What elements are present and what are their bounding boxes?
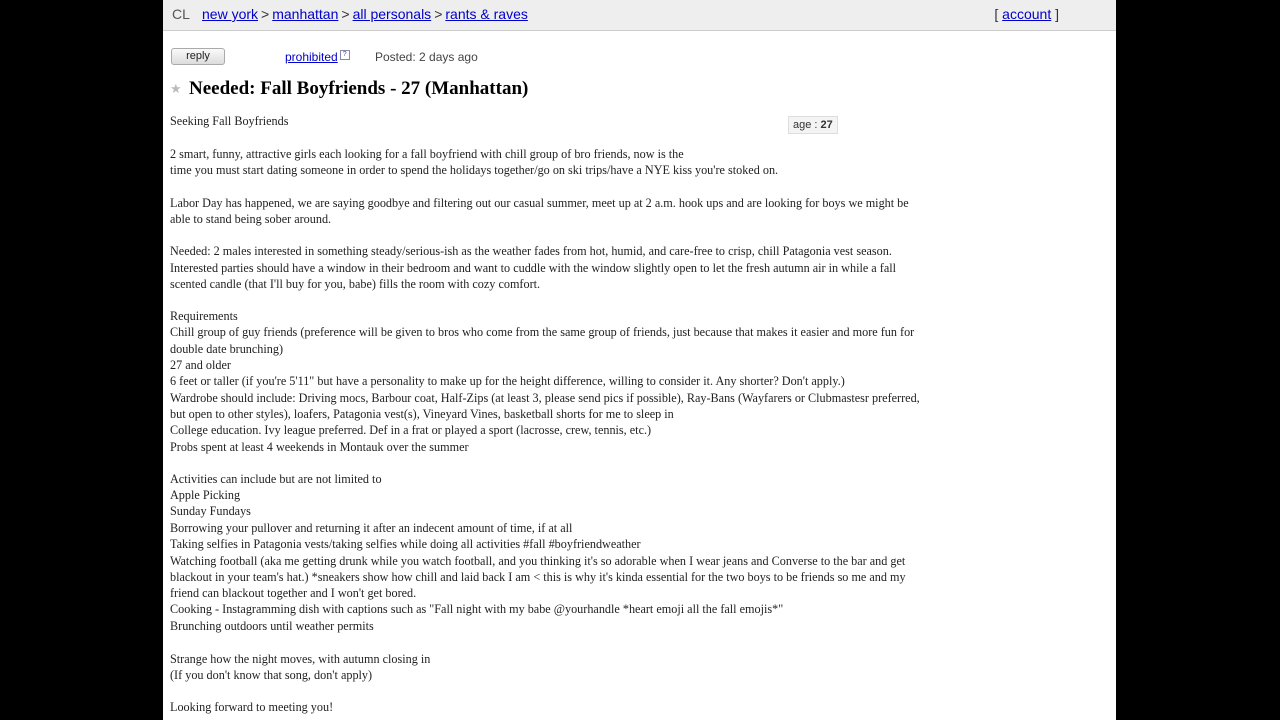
body-line: Labor Day has happened, we are saying goodbye and filtering out our casual summer, meet up at 2 a.m. hook ups and are looking for boys we might be <box>170 196 909 210</box>
body-line: College education. Ivy league preferred. Def in a frat or played a sport (lacrosse, crew, tennis, etc.) <box>170 423 652 437</box>
body-line: Seeking Fall Boyfriends <box>170 114 289 128</box>
body-line: Probs spent at least 4 weekends in Montauk over the summer <box>170 440 469 454</box>
body-line: blackout in your team's hat.) *sneakers show how chill and laid back I am < this is why it's kinda essential for the two boys to be friends so me and my <box>170 570 906 584</box>
prohibited-label: prohibited <box>285 50 338 64</box>
age-separator: : <box>814 119 818 131</box>
body-line: Watching football (aka me getting drunk while you watch football, and you thinking it's so adorable when I wear jeans and Converse to the bar and get <box>170 554 906 568</box>
breadcrumb-separator: > <box>261 6 270 22</box>
body-line: time you must start dating someone in order to spend the holidays together/go on ski trips/have a NYE kiss you're stoked on. <box>170 163 779 177</box>
body-line: Cooking - Instagramming dish with captions such as "Fall night with my babe @yourhandle *heart emoji all the fall emojis*" <box>170 602 784 616</box>
account-bracket-close: ] <box>1055 6 1059 22</box>
breadcrumb-manhattan[interactable]: manhattan <box>272 6 339 22</box>
body-line: Strange how the night moves, with autumn closing in <box>170 652 431 666</box>
body-line: Needed: 2 males interested in something steady/serious-ish as the weather fades from hot, humid, and care-free to crisp, chill Patagonia vest season. <box>170 244 892 258</box>
breadcrumb-separator: > <box>434 6 443 22</box>
breadcrumb-all-personals[interactable]: all personals <box>352 6 432 22</box>
help-icon[interactable]: ? <box>340 50 350 60</box>
breadcrumb <box>202 6 528 22</box>
body-line: 6 feet or taller (if you're 5'11" but have a personality to make up for the height difference, willing to consider it. Any shorter? Don't apply.) <box>170 374 845 388</box>
post-action-bar <box>163 46 1116 68</box>
body-line: but open to other styles), loafers, Patagonia vest(s), Vineyard Vines, basketball shorts for me to sleep in <box>170 407 674 421</box>
body-line: Activities can include but are not limited to <box>170 472 382 486</box>
body-line: Wardrobe should include: Driving mocs, Barbour coat, Half-Zips (at least 3, please send pics if possible), Ray-Bans (Wayfarers or Clubmastesr preferred, <box>170 391 920 405</box>
body-line: Looking forward to meeting you! <box>170 700 334 714</box>
breadcrumb-new-york[interactable]: new york <box>202 6 259 22</box>
body-line: Taking selfies in Patagonia vests/taking selfies while doing all activities #fall #boyfriendweather <box>170 537 641 551</box>
body-line: 2 smart, funny, attractive girls each looking for a fall boyfriend with chill group of bro friends, now is the <box>170 147 684 161</box>
body-line: Chill group of guy friends (preference will be given to bros who come from the same group of friends, just because that makes it easier and more fun for <box>170 325 915 339</box>
top-nav-bar <box>163 0 1116 31</box>
breadcrumb-rants-raves[interactable]: rants & raves <box>445 6 528 22</box>
post-title: Needed: Fall Boyfriends - 27 (Manhattan) <box>189 78 529 99</box>
age-attribute-box <box>788 116 838 134</box>
body-line: double date brunching) <box>170 342 284 356</box>
posted-date: Posted: 2 days ago <box>375 50 478 64</box>
craigslist-page <box>163 0 1116 720</box>
reply-button[interactable]: reply <box>171 48 225 65</box>
account-link[interactable]: account <box>1002 6 1052 22</box>
age-label: age <box>793 119 812 131</box>
body-line: Requirements <box>170 309 238 323</box>
body-line: scented candle (that I'll buy for you, babe) fills the room with cozy comfort. <box>170 277 541 291</box>
body-line: Interested parties should have a window in their bedroom and want to cuddle with the window slightly open to let the fresh autumn air in while a fall <box>170 261 896 275</box>
body-line: able to stand being sober around. <box>170 212 332 226</box>
body-line: Apple Picking <box>170 488 241 502</box>
body-line: Brunching outdoors until weather permits <box>170 619 374 633</box>
body-line: friend can blackout together and I won't get bored. <box>170 586 417 600</box>
account-bracket-open: [ <box>994 6 999 22</box>
prohibited-flag-link[interactable] <box>285 50 350 64</box>
body-line: Sunday Fundays <box>170 504 251 518</box>
body-line: Borrowing your pullover and returning it after an indecent amount of time, if at all <box>170 521 573 535</box>
account-area <box>994 6 1059 22</box>
favorite-star-icon[interactable]: ★ <box>170 82 182 97</box>
age-value: 27 <box>820 119 833 131</box>
craigslist-logo[interactable]: CL <box>172 6 190 22</box>
body-line: 27 and older <box>170 358 231 372</box>
body-line: (If you don't know that song, don't apply) <box>170 668 373 682</box>
breadcrumb-separator: > <box>341 6 350 22</box>
